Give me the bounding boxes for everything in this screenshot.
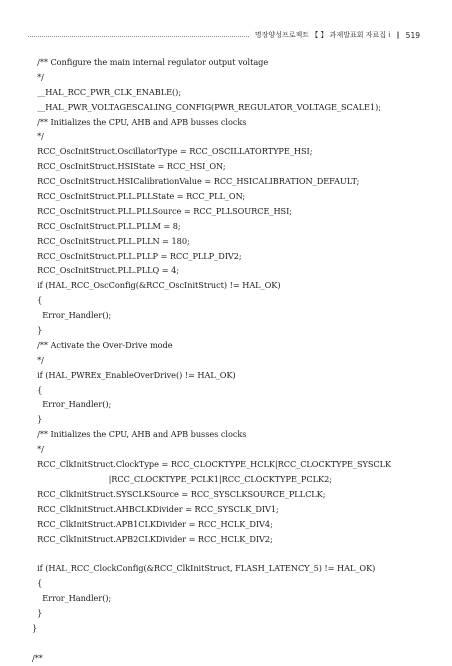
code-line: } — [32, 325, 43, 336]
code-line: /** — [32, 652, 43, 663]
code-line: Error_Handler(); — [32, 593, 112, 604]
code-line: /** Activate the Over-Drive mode — [32, 339, 173, 350]
code-line: } — [32, 414, 43, 425]
code-line: __HAL_PWR_VOLTAGESCALING_CONFIG(PWR_REGULATOR_VOLTAGE_SCALE1); — [32, 101, 381, 112]
code-listing — [32, 55, 432, 666]
code-line: __HAL_RCC_PWR_CLK_ENABLE(); — [32, 86, 182, 97]
code-line: */ — [32, 71, 44, 82]
code-line: RCC_OscInitStruct.PLL.PLLState = RCC_PLL_ON; — [32, 191, 246, 202]
code-line: |RCC_CLOCKTYPE_PCLK1|RCC_CLOCKTYPE_PCLK2; — [32, 473, 332, 484]
code-line: { — [32, 295, 43, 306]
code-line: */ — [32, 444, 44, 455]
header-separator: ‖ — [396, 31, 400, 39]
code-line: RCC_OscInitStruct.PLL.PLLN = 180; — [32, 235, 190, 246]
code-line — [32, 546, 432, 561]
code-line: */ — [32, 131, 44, 142]
code-line: { — [32, 578, 43, 589]
code-line: RCC_OscInitStruct.HSIState = RCC_HSI_ON; — [32, 161, 226, 172]
code-line: RCC_ClkInitStruct.SYSCLKSource = RCC_SYSCLKSOURCE_PLLCLK; — [32, 488, 326, 499]
code-line: /** Initializes the CPU, AHB and APB busses clocks — [32, 429, 247, 440]
code-line: RCC_ClkInitStruct.AHBCLKDivider = RCC_SYSCLK_DIV1; — [32, 503, 279, 514]
code-line: RCC_OscInitStruct.PLL.PLLSource = RCC_PLLSOURCE_HSI; — [32, 205, 292, 216]
code-line: RCC_OscInitStruct.HSICalibrationValue = RCC_HSICALIBRATION_DEFAULT; — [32, 176, 360, 187]
code-line: /** Initializes the CPU, AHB and APB busses clocks — [32, 116, 247, 127]
header-title: 명장양성프로젝트 【 】 과제발표회 자료집 ⅰ — [254, 31, 391, 39]
code-line: } — [32, 622, 38, 633]
code-line: RCC_OscInitStruct.OscillatorType = RCC_OSCILLATORTYPE_HSI; — [32, 146, 313, 157]
code-line: } — [32, 607, 43, 618]
code-line — [32, 636, 432, 651]
code-line: if (HAL_RCC_ClockConfig(&RCC_ClkInitStruct, FLASH_LATENCY_5) != HAL_OK) — [32, 563, 376, 574]
page-header — [28, 28, 420, 42]
code-line: Error_Handler(); — [32, 310, 112, 321]
page-number: 519 — [405, 30, 420, 40]
code-line: RCC_OscInitStruct.PLL.PLLQ = 4; — [32, 265, 179, 276]
code-line: if (HAL_PWREx_EnableOverDrive() != HAL_OK) — [32, 369, 236, 380]
code-line: RCC_OscInitStruct.PLL.PLLM = 8; — [32, 220, 181, 231]
code-line: RCC_OscInitStruct.PLL.PLLP = RCC_PLLP_DIV2; — [32, 250, 242, 261]
code-line: */ — [32, 354, 44, 365]
code-line: RCC_ClkInitStruct.ClockType = RCC_CLOCKTYPE_HCLK|RCC_CLOCKTYPE_SYSCLK — [32, 459, 392, 470]
code-line: Error_Handler(); — [32, 399, 112, 410]
code-line: if (HAL_RCC_OscConfig(&RCC_OscInitStruct) != HAL_OK) — [32, 280, 281, 291]
code-line: /** Configure the main internal regulator output voltage — [32, 57, 269, 67]
header-dotted-rule — [28, 36, 249, 37]
code-line: { — [32, 384, 43, 395]
code-line: RCC_ClkInitStruct.APB1CLKDivider = RCC_HCLK_DIV4; — [32, 518, 273, 529]
code-line: RCC_ClkInitStruct.APB2CLKDivider = RCC_HCLK_DIV2; — [32, 533, 273, 544]
